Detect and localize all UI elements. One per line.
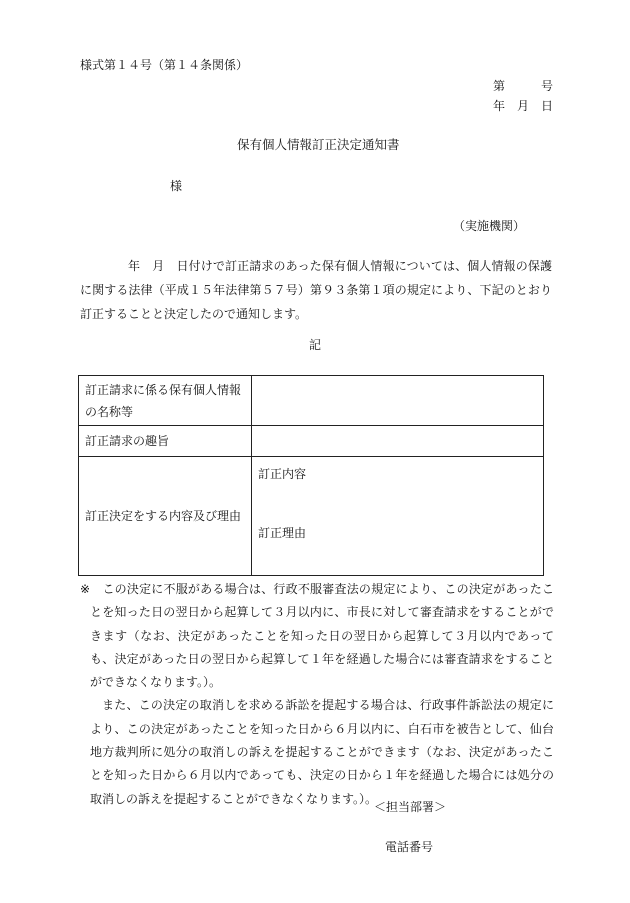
document-number: 第 号: [493, 79, 554, 93]
decision-table: [78, 375, 544, 576]
addressee-honorific: 様: [170, 179, 183, 193]
document-date: 年 月 日: [493, 99, 554, 113]
request-purpose-value: [252, 426, 544, 457]
issuing-agency: （実施機関）: [453, 219, 526, 233]
appeal-note: [80, 578, 554, 694]
correction-content-label: 訂正内容: [258, 467, 307, 481]
table-row: [79, 426, 544, 457]
notes-section: [80, 578, 554, 814]
phone-label: 電話番号: [385, 840, 434, 854]
decision-detail-value: [252, 457, 544, 576]
lawsuit-note: また、この決定の取消しを求める訴訟を提起する場合は、行政事件訴訟法の規定により、この決定があったことを知った日から６月以内に、白石市を被告として、仙台地方裁判所に処分の取消しの訴えを提起することができます（なお、決定があったことを知った日から６月以内であっても、決定の日から１年を経過した場合には処分の取消しの訴えを提起することができなくなります。）。: [90, 698, 554, 806]
document-title: 保有個人情報訂正決定通知書: [237, 137, 400, 152]
record-name-value: [252, 376, 544, 426]
note-asterisk: ※: [80, 582, 91, 596]
table-row: [79, 457, 544, 576]
department-label: ＜担当部署＞: [374, 800, 447, 814]
request-purpose-label: 訂正請求の趣旨: [79, 426, 252, 457]
form-label: 様式第１４号（第１４条関係）: [80, 58, 249, 72]
appeal-note-text: この決定に不服がある場合は、行政不服審査法の規定により、この決定があったことを知った日の翌日から起算して３月以内に、市長に対して審査請求をすることができます（なお、決定があったことを知った日の翌日から起算して３月以内であっても、決定があった日の翌日から起算して１年を経過した場合には審査請求をすることができなくなります。）。: [90, 582, 554, 690]
table-row: [79, 376, 544, 426]
correction-reason-label: 訂正理由: [258, 526, 307, 540]
decision-detail-label: 訂正決定をする内容及び理由: [79, 457, 252, 576]
record-name-label: 訂正請求に係る保有個人情報の名称等: [79, 376, 252, 426]
notice-body: 年 月 日付けで訂正請求のあった保有個人情報については、個人情報の保護に関する法律（平成１５年法律第５７号）第９３条第１項の規定により、下記のとおり訂正することと決定したので通知します。: [80, 259, 552, 321]
ki-heading: 記: [309, 338, 322, 352]
